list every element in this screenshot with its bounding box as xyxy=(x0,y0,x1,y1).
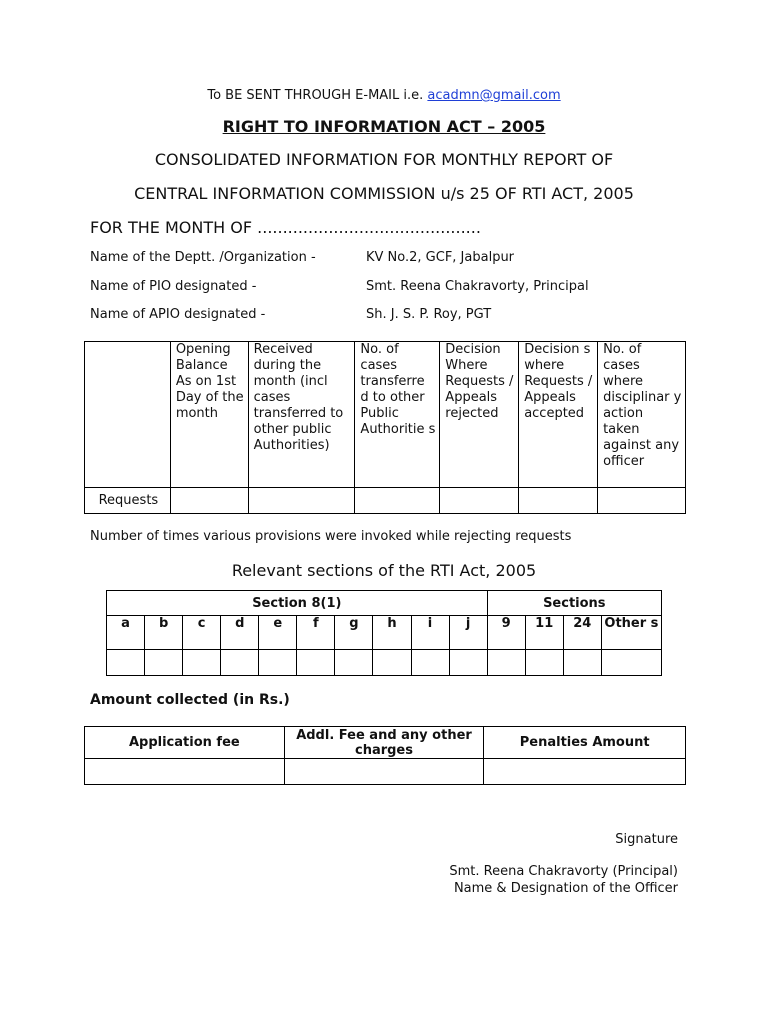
section-col-i: i xyxy=(411,616,449,650)
email-link[interactable]: acadmn@gmail.com xyxy=(427,88,561,103)
section-cell[interactable] xyxy=(411,650,449,676)
section-cell[interactable] xyxy=(335,650,373,676)
section-col-f: f xyxy=(297,616,335,650)
section-cell[interactable] xyxy=(563,650,601,676)
section-col-c: c xyxy=(183,616,221,650)
info-label-organization: Name of the Deptt. /Organization - xyxy=(90,250,316,265)
section-col-e: e xyxy=(259,616,297,650)
amount-cell-addl-fee[interactable] xyxy=(284,759,484,785)
sections-table xyxy=(106,590,662,676)
section-col-j: j xyxy=(449,616,487,650)
amount-cell-penalties[interactable] xyxy=(484,759,686,785)
amount-value-row xyxy=(85,759,686,785)
requests-header-accepted: Decision s where Requests / Appeals accepted xyxy=(519,342,598,488)
requests-cell-disciplinary[interactable] xyxy=(598,488,686,514)
sections-value-row xyxy=(107,650,662,676)
requests-cell-received[interactable] xyxy=(248,488,355,514)
requests-header-opening-balance: Opening Balance As on 1st Day of the month xyxy=(170,342,248,488)
sections-group-row xyxy=(107,591,662,616)
info-label-pio: Name of PIO designated - xyxy=(90,279,257,294)
sections-cols-row xyxy=(107,616,662,650)
section-cell[interactable] xyxy=(373,650,411,676)
signature-label: Signature xyxy=(615,832,678,847)
email-instruction-text: To BE SENT THROUGH E-MAIL i.e. xyxy=(207,88,428,103)
info-value-organization: KV No.2, GCF, Jabalpur xyxy=(366,250,515,265)
document-subtitle-2: CENTRAL INFORMATION COMMISSION u/s 25 OF RTI ACT, 2005 xyxy=(134,184,634,203)
month-line: FOR THE MONTH OF ............................................ xyxy=(90,218,481,237)
requests-table xyxy=(84,341,686,514)
requests-header-received: Received during the month (incl cases transferred to other public Authorities) xyxy=(248,342,355,488)
section-8-1-header: Section 8(1) xyxy=(107,591,488,616)
section-cell[interactable] xyxy=(183,650,221,676)
email-instruction xyxy=(0,88,768,103)
section-col-h: h xyxy=(373,616,411,650)
section-col-b: b xyxy=(145,616,183,650)
section-cell[interactable] xyxy=(487,650,525,676)
amount-title: Amount collected (in Rs.) xyxy=(90,692,290,708)
document-title: RIGHT TO INFORMATION ACT – 2005 xyxy=(222,117,546,136)
requests-table-row xyxy=(85,488,686,514)
signature-designation: Name & Designation of the Officer xyxy=(453,881,678,896)
section-col-11: 11 xyxy=(525,616,563,650)
sections-header: Sections xyxy=(487,591,661,616)
section-cell[interactable] xyxy=(259,650,297,676)
section-cell[interactable] xyxy=(107,650,145,676)
section-cell[interactable] xyxy=(449,650,487,676)
amount-cell-application-fee[interactable] xyxy=(85,759,285,785)
amount-header-addl-fee: Addl. Fee and any other charges xyxy=(284,727,484,759)
requests-header-empty xyxy=(85,342,171,488)
info-value-apio: Sh. J. S. P. Roy, PGT xyxy=(366,307,492,322)
section-col-others: Other s xyxy=(601,616,661,650)
requests-table-header-row xyxy=(85,342,686,488)
section-col-24: 24 xyxy=(563,616,601,650)
requests-header-rejected: Decision Where Requests / Appeals rejected xyxy=(440,342,519,488)
amount-header-row xyxy=(85,727,686,759)
amount-table xyxy=(84,726,686,785)
section-col-9: 9 xyxy=(487,616,525,650)
info-value-pio: Smt. Reena Chakravorty, Principal xyxy=(366,279,589,294)
sections-title: Relevant sections of the RTI Act, 2005 xyxy=(231,561,537,580)
requests-row-label: Requests xyxy=(85,488,171,514)
section-cell[interactable] xyxy=(221,650,259,676)
section-col-a: a xyxy=(107,616,145,650)
section-cell[interactable] xyxy=(525,650,563,676)
requests-header-disciplinary: No. of cases where disciplinar y action taken against any officer xyxy=(598,342,686,488)
info-label-apio: Name of APIO designated - xyxy=(90,307,266,322)
requests-cell-rejected[interactable] xyxy=(440,488,519,514)
signature-officer: Smt. Reena Chakravorty (Principal) xyxy=(449,864,678,879)
section-cell[interactable] xyxy=(601,650,661,676)
requests-cell-opening-balance[interactable] xyxy=(170,488,248,514)
provisions-note: Number of times various provisions were invoked while rejecting requests xyxy=(90,529,572,544)
section-col-g: g xyxy=(335,616,373,650)
requests-cell-accepted[interactable] xyxy=(519,488,598,514)
section-cell[interactable] xyxy=(297,650,335,676)
section-col-d: d xyxy=(221,616,259,650)
amount-header-penalties: Penalties Amount xyxy=(484,727,686,759)
amount-header-application-fee: Application fee xyxy=(85,727,285,759)
requests-header-transferred: No. of cases transferre d to other Public Authoritie s xyxy=(355,342,440,488)
requests-cell-transferred[interactable] xyxy=(355,488,440,514)
document-subtitle-1: CONSOLIDATED INFORMATION FOR MONTHLY REPORT OF xyxy=(154,150,614,169)
section-cell[interactable] xyxy=(145,650,183,676)
